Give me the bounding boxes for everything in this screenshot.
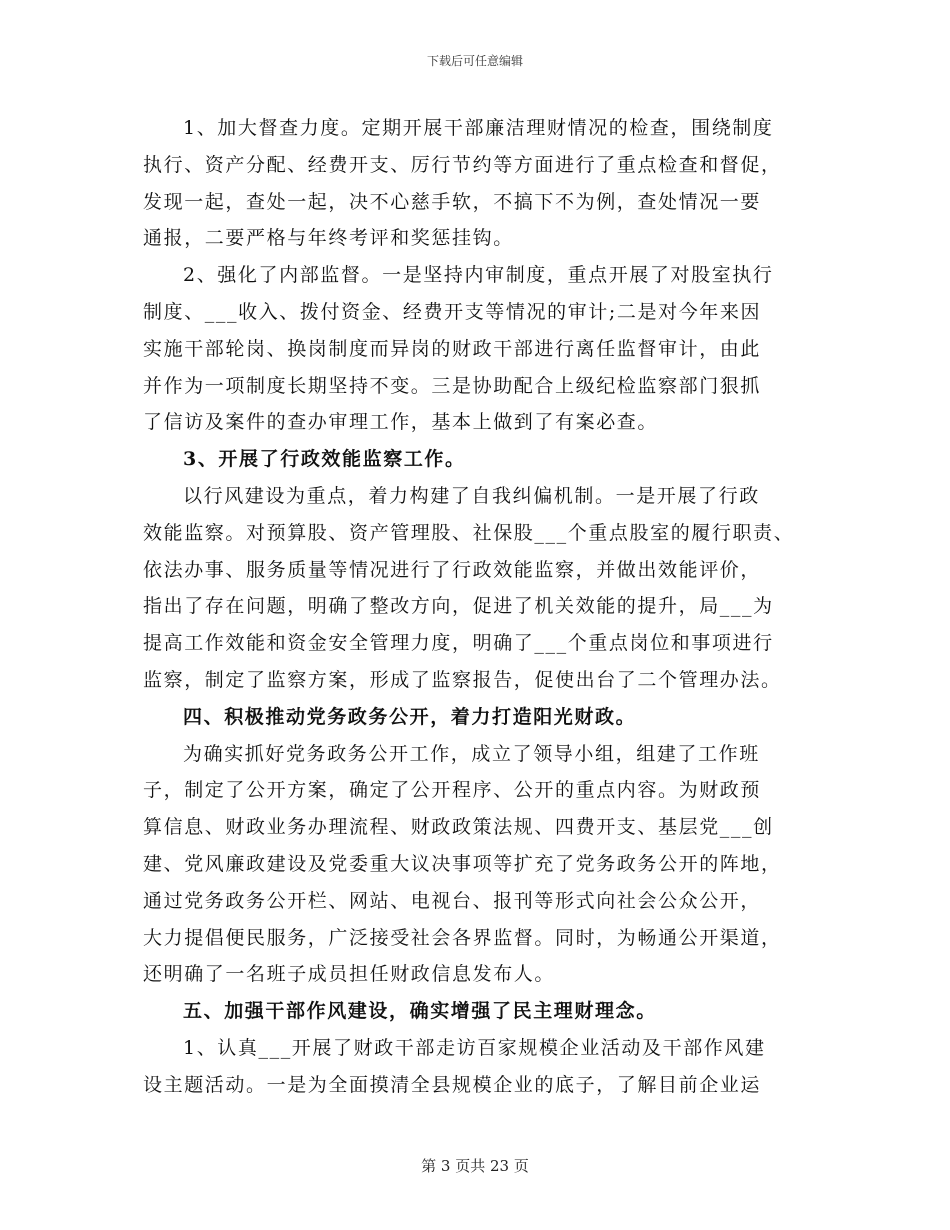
paragraph-line: 2、强化了内部监督。一是坚持内审制度，重点开展了对股室执行 bbox=[183, 264, 774, 287]
paragraph-line: 效能监察。对预算股、资产管理股、社保股___个重点股室的履行职责、 bbox=[143, 521, 795, 544]
paragraph-line: 通报，二要严格与年终考评和奖惩挂钩。 bbox=[143, 227, 514, 250]
paragraph-line: 建、党风廉政建设及党委重大议决事项等扩充了党务政务公开的阵地， bbox=[143, 852, 782, 875]
paragraph-line: 算信息、财政业务办理流程、财政政策法规、四费开支、基层党___创 bbox=[143, 816, 774, 839]
paragraph-line: 监察，制定了监察方案，形成了监察报告，促使出台了二个管理办法。 bbox=[143, 668, 782, 691]
paragraph-line: 执行、资产分配、经费开支、厉行节约等方面进行了重点检查和督促， bbox=[143, 153, 782, 176]
paragraph-line: 制度、___收入、拨付资金、经费开支等情况的审计;二是对今年来因 bbox=[143, 300, 762, 323]
paragraph-line: 子，制定了公开方案，确定了公开程序、公开的重点内容。为财政预 bbox=[143, 779, 762, 802]
page-header-note: 下载后可任意编辑 bbox=[426, 54, 523, 68]
paragraph-line: 设主题活动。一是为全面摸清全县规模企业的底子，了解目前企业运 bbox=[143, 1073, 762, 1096]
paragraph-line: 1、认真___开展了财政干部走访百家规模企业活动及干部作风建 bbox=[183, 1036, 766, 1059]
paragraph-line: 提高工作效能和资金安全管理力度，明确了___个重点岗位和事项进行 bbox=[143, 632, 774, 655]
paragraph-line: 并作为一项制度长期坚持不变。三是协助配合上级纪检监察部门狠抓 bbox=[143, 374, 762, 397]
paragraph-line: 通过党务政务公开栏、网站、电视台、报刊等形式向社会公众公开， bbox=[143, 889, 762, 912]
paragraph-line: 1、加大督查力度。定期开展干部廉洁理财情况的检查，围绕制度 bbox=[183, 117, 774, 139]
paragraph-line: 发现一起，查处一起，决不心慈手软，不搞下不为例，查处情况一要 bbox=[143, 190, 762, 213]
section-heading: 四、积极推动党务政务公开，着力打造阳光财政。 bbox=[183, 705, 637, 728]
paragraph-line: 为确实抓好党务政务公开工作，成立了领导小组，组建了工作班 bbox=[183, 742, 760, 765]
section-heading: 3、开展了行政效能监察工作。 bbox=[183, 448, 466, 471]
paragraph-line: 实施干部轮岗、换岗制度而异岗的财政干部进行离任监督审计，由此 bbox=[143, 337, 762, 360]
paragraph-line: 指出了存在问题，明确了整改方向，促进了机关效能的提升，局___为 bbox=[143, 595, 774, 618]
paragraph-line: 了信访及案件的查办审理工作，基本上做到了有案必查。 bbox=[143, 411, 659, 434]
paragraph-line: 以行风建设为重点，着力构建了自我纠偏机制。一是开展了行政 bbox=[183, 484, 760, 507]
paragraph-line: 大力提倡便民服务，广泛接受社会各界监督。同时，为畅通公开渠道， bbox=[143, 926, 782, 949]
document-body bbox=[143, 110, 823, 1104]
paragraph-line: 依法办事、服务质量等情况进行了行政效能监察，并做出效能评价， bbox=[143, 558, 762, 581]
page-number: 第 3 页共 23 页 bbox=[421, 1157, 529, 1175]
paragraph-line: 还明确了一名班子成员担任财政信息发布人。 bbox=[143, 963, 556, 986]
section-heading: 五、加强干部作风建设，确实增强了民主理财理念。 bbox=[183, 1000, 657, 1023]
